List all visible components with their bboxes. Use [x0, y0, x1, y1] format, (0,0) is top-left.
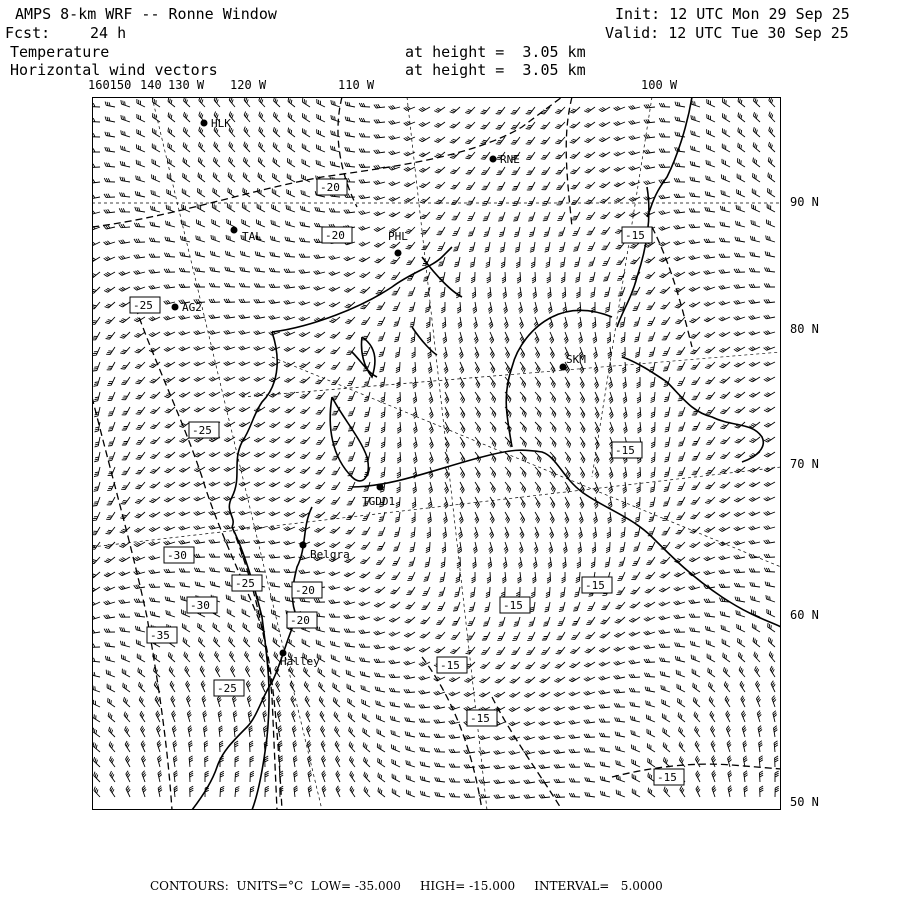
init-time: Init: 12 UTC Mon 29 Sep 25 [615, 5, 850, 23]
forecast-hours: 24 h [90, 24, 127, 42]
svg-text:TAL: TAL [242, 230, 262, 243]
svg-text:TGDD1: TGDD1 [362, 495, 396, 508]
lat-label-70n: 70 N [790, 457, 819, 471]
lon-label-100w: 100 W [641, 78, 678, 92]
map-title: AMPS 8-km WRF -- Ronne Window [15, 5, 277, 23]
contour-label: -15 [657, 771, 677, 784]
field-temperature: Temperature [10, 43, 110, 61]
map-canvas[interactable] [92, 97, 781, 810]
contour-label: -15 [470, 712, 490, 725]
field-temperature-level: at height = 3.05 km [405, 43, 586, 61]
contour-label: -35 [150, 629, 170, 642]
svg-text:PHL: PHL [388, 230, 408, 243]
contour-label: -25 [235, 577, 255, 590]
map-frame [93, 98, 781, 810]
lon-label-160-150: 160150 [88, 78, 132, 92]
field-wind: Horizontal wind vectors [10, 61, 218, 79]
contour-label: -30 [167, 549, 187, 562]
contour-label: -20 [320, 181, 340, 194]
contour-label: -30 [190, 599, 210, 612]
contour-label: -20 [325, 229, 345, 242]
contour-label: -25 [192, 424, 212, 437]
lon-label-120w: 120 W [230, 78, 267, 92]
contour-label: -25 [133, 299, 153, 312]
svg-text:AG2: AG2 [182, 301, 202, 314]
valid-time: Valid: 12 UTC Tue 30 Sep 25 [605, 24, 849, 42]
lat-label-80n: 80 N [790, 322, 819, 336]
lat-label-60n: 60 N [790, 608, 819, 622]
svg-text:HLK: HLK [211, 117, 231, 130]
contour-label: -15 [625, 229, 645, 242]
contour-label: -20 [295, 584, 315, 597]
contour-label: -15 [440, 659, 460, 672]
lon-label-140: 140 [140, 78, 162, 92]
lon-label-130w: 130 W [168, 78, 205, 92]
lat-label-50n: 50 N [790, 795, 819, 809]
lon-label-110w: 110 W [338, 78, 375, 92]
svg-text:RNE: RNE [500, 153, 520, 166]
forecast-label: Fcst: [5, 24, 51, 42]
field-wind-level: at height = 3.05 km [405, 61, 586, 79]
lat-label-90n: 90 N [790, 195, 819, 209]
svg-text:Belgra: Belgra [310, 548, 350, 561]
contour-label: -15 [503, 599, 523, 612]
contour-label: -25 [217, 682, 237, 695]
contour-label: -15 [615, 444, 635, 457]
contour-label: -20 [290, 614, 310, 627]
svg-text:SKM: SKM [566, 353, 586, 366]
svg-text:Halley: Halley [280, 655, 320, 668]
contour-label: -15 [585, 579, 605, 592]
contour-info: CONTOURS: UNITS=°C LOW= -35.000 HIGH= -15.000 INTERVAL= 5.0000 [150, 879, 663, 893]
